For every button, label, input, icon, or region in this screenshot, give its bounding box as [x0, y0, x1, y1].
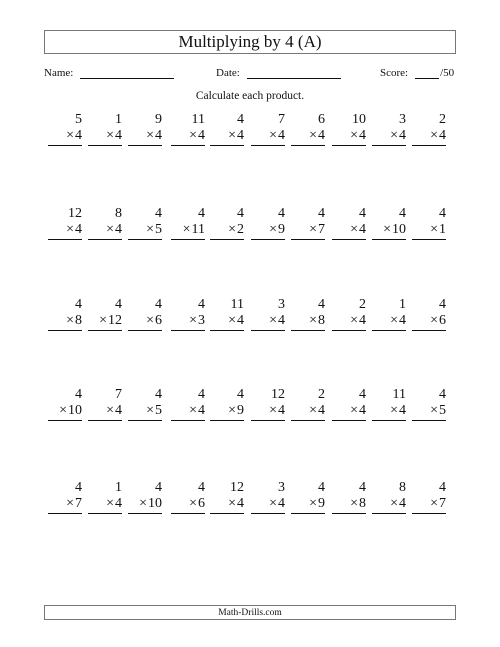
- times-sign: ×: [106, 128, 114, 143]
- multiplication-problem: [210, 112, 244, 146]
- multiplier: 4: [115, 496, 122, 511]
- multiplier-line: [332, 313, 366, 331]
- times-sign: ×: [66, 222, 74, 237]
- multiplication-problem: [128, 112, 162, 146]
- multiplicand: 1: [399, 297, 406, 312]
- multiplier: 4: [75, 128, 82, 143]
- multiplicand: 4: [198, 480, 205, 495]
- times-sign: ×: [350, 128, 358, 143]
- multiplication-problem: [412, 480, 446, 514]
- multiplier: 4: [237, 313, 244, 328]
- multiplicand: 4: [198, 206, 205, 221]
- multiplier: 7: [75, 496, 82, 511]
- multiplier-line: [251, 313, 285, 331]
- score-blank-line: [415, 65, 439, 79]
- multiplication-problem: [48, 387, 82, 421]
- multiplier-line: [251, 222, 285, 240]
- times-sign: ×: [59, 403, 67, 418]
- multiplier: 12: [108, 313, 122, 328]
- multiplier: 4: [278, 313, 285, 328]
- multiplier-line: [210, 128, 244, 146]
- multiplier-line: [128, 496, 162, 514]
- multiplicand: 2: [318, 387, 325, 402]
- multiplier: 9: [318, 496, 325, 511]
- multiplication-problem: [412, 206, 446, 240]
- multiplier-line: [372, 222, 406, 240]
- multiplication-problem: [171, 206, 205, 240]
- multiplicand: 11: [191, 112, 205, 127]
- instructions: Calculate each product.: [195, 90, 305, 102]
- worksheet-title: [44, 30, 456, 54]
- multiplication-problem: [128, 387, 162, 421]
- multiplier: 4: [237, 128, 244, 143]
- times-sign: ×: [146, 222, 154, 237]
- multiplication-problem: [332, 206, 366, 240]
- multiplicand: 1: [115, 480, 122, 495]
- times-sign: ×: [350, 222, 358, 237]
- multiplication-problem: [88, 480, 122, 514]
- multiplicand: 4: [237, 206, 244, 221]
- footer: [44, 605, 456, 620]
- multiplication-problem: [291, 387, 325, 421]
- multiplicand: 7: [278, 112, 285, 127]
- date-blank-line: [247, 65, 341, 79]
- multiplier-line: [128, 403, 162, 421]
- times-sign: ×: [350, 496, 358, 511]
- multiplication-problem: [291, 112, 325, 146]
- multiplier-line: [88, 128, 122, 146]
- multiplicand: 4: [318, 206, 325, 221]
- multiplicand: 4: [318, 297, 325, 312]
- multiplier-line: [412, 222, 446, 240]
- multiplicand: 7: [115, 387, 122, 402]
- multiplier: 9: [237, 403, 244, 418]
- multiplicand: 3: [278, 297, 285, 312]
- date-label: Date:: [216, 67, 240, 79]
- multiplicand: 11: [392, 387, 406, 402]
- multiplicand: 9: [155, 112, 162, 127]
- multiplier: 2: [237, 222, 244, 237]
- times-sign: ×: [309, 128, 317, 143]
- multiplier-line: [332, 128, 366, 146]
- times-sign: ×: [269, 313, 277, 328]
- multiplicand: 4: [399, 206, 406, 221]
- times-sign: ×: [228, 496, 236, 511]
- multiplier: 4: [359, 222, 366, 237]
- multiplication-problem: [251, 112, 285, 146]
- multiplication-problem: [128, 206, 162, 240]
- times-sign: ×: [390, 496, 398, 511]
- multiplier-line: [291, 313, 325, 331]
- multiplication-problem: [48, 297, 82, 331]
- multiplier: 8: [75, 313, 82, 328]
- multiplier-line: [88, 496, 122, 514]
- multiplication-problem: [88, 206, 122, 240]
- multiplicand: 8: [115, 206, 122, 221]
- multiplicand: 4: [359, 480, 366, 495]
- multiplier: 7: [318, 222, 325, 237]
- multiplier-line: [372, 403, 406, 421]
- name-field: [44, 65, 174, 79]
- multiplication-problem: [372, 387, 406, 421]
- multiplication-problem: [332, 112, 366, 146]
- multiplier: 4: [399, 313, 406, 328]
- multiplier: 4: [115, 128, 122, 143]
- multiplicand: 11: [230, 297, 244, 312]
- times-sign: ×: [189, 128, 197, 143]
- multiplier-line: [48, 313, 82, 331]
- score-total: /50: [440, 67, 455, 79]
- times-sign: ×: [350, 313, 358, 328]
- times-sign: ×: [269, 128, 277, 143]
- multiplicand: 12: [271, 387, 285, 402]
- times-sign: ×: [430, 403, 438, 418]
- multiplication-problem: [332, 387, 366, 421]
- multiplier: 4: [237, 496, 244, 511]
- times-sign: ×: [189, 403, 197, 418]
- multiplication-problem: [412, 387, 446, 421]
- multiplier: 9: [278, 222, 285, 237]
- multiplier-line: [48, 496, 82, 514]
- multiplicand: 4: [359, 206, 366, 221]
- multiplier: 10: [68, 403, 82, 418]
- multiplier-line: [128, 128, 162, 146]
- times-sign: ×: [228, 403, 236, 418]
- multiplier-line: [412, 313, 446, 331]
- multiplier: 4: [318, 403, 325, 418]
- multiplicand: 4: [198, 387, 205, 402]
- multiplier-line: [48, 403, 82, 421]
- times-sign: ×: [189, 313, 197, 328]
- multiplier-line: [88, 222, 122, 240]
- times-sign: ×: [430, 128, 438, 143]
- multiplier: 5: [155, 222, 162, 237]
- times-sign: ×: [228, 222, 236, 237]
- multiplier-line: [88, 403, 122, 421]
- multiplier: 4: [278, 403, 285, 418]
- times-sign: ×: [269, 222, 277, 237]
- times-sign: ×: [269, 403, 277, 418]
- multiplicand: 1: [115, 112, 122, 127]
- multiplier: 4: [198, 403, 205, 418]
- times-sign: ×: [182, 222, 191, 237]
- multiplication-problem: [251, 206, 285, 240]
- times-sign: ×: [66, 313, 74, 328]
- multiplication-problem: [251, 387, 285, 421]
- multiplicand: 4: [155, 480, 162, 495]
- multiplication-problem: [171, 387, 205, 421]
- multiplicand: 12: [230, 480, 244, 495]
- multiplicand: 4: [115, 297, 122, 312]
- multiplication-problem: [372, 112, 406, 146]
- multiplicand: 4: [237, 112, 244, 127]
- multiplier-line: [332, 403, 366, 421]
- multiplier-line: [210, 313, 244, 331]
- multiplication-problem: [210, 387, 244, 421]
- multiplier-line: [291, 128, 325, 146]
- times-sign: ×: [383, 222, 391, 237]
- multiplication-problem: [210, 297, 244, 331]
- footer-text: Math-Drills.com: [218, 607, 282, 618]
- times-sign: ×: [269, 496, 277, 511]
- multiplicand: 4: [75, 480, 82, 495]
- multiplication-problem: [210, 480, 244, 514]
- multiplier-line: [332, 222, 366, 240]
- multiplication-problem: [88, 387, 122, 421]
- multiplicand: 4: [198, 297, 205, 312]
- times-sign: ×: [228, 128, 236, 143]
- times-sign: ×: [139, 496, 147, 511]
- times-sign: ×: [66, 496, 74, 511]
- times-sign: ×: [309, 313, 317, 328]
- multiplier-line: [332, 496, 366, 514]
- multiplication-problem: [372, 480, 406, 514]
- multiplicand: 2: [439, 112, 446, 127]
- multiplication-problem: [372, 206, 406, 240]
- score-label: Score:: [380, 67, 409, 79]
- multiplication-problem: [88, 112, 122, 146]
- multiplication-problem: [88, 297, 122, 331]
- times-sign: ×: [309, 222, 317, 237]
- multiplier: 8: [359, 496, 366, 511]
- times-sign: ×: [430, 222, 438, 237]
- multiplier: 4: [278, 128, 285, 143]
- worksheet-title-text: Multiplying by 4 (A): [178, 32, 322, 51]
- times-sign: ×: [430, 496, 438, 511]
- multiplication-problem: [48, 206, 82, 240]
- multiplier-line: [48, 222, 82, 240]
- times-sign: ×: [350, 403, 358, 418]
- multiplicand: 6: [318, 112, 325, 127]
- multiplier: 4: [399, 496, 406, 511]
- multiplier-line: [88, 313, 122, 331]
- multiplicand: 4: [439, 480, 446, 495]
- multiplier-line: [372, 496, 406, 514]
- multiplicand: 8: [399, 480, 406, 495]
- multiplication-problem: [171, 297, 205, 331]
- multiplicand: 4: [155, 387, 162, 402]
- multiplier: 4: [155, 128, 162, 143]
- multiplier: 4: [399, 128, 406, 143]
- times-sign: ×: [309, 403, 317, 418]
- multiplier: 5: [155, 403, 162, 418]
- name-label: Name:: [44, 67, 74, 79]
- times-sign: ×: [228, 313, 236, 328]
- multiplier: 10: [392, 222, 406, 237]
- name-blank-line: [80, 65, 174, 79]
- multiplicand: 3: [399, 112, 406, 127]
- multiplicand: 4: [278, 206, 285, 221]
- multiplier-line: [412, 403, 446, 421]
- multiplier: 4: [399, 403, 406, 418]
- multiplicand: 4: [439, 206, 446, 221]
- multiplier: 10: [148, 496, 162, 511]
- multiplier: 3: [198, 313, 205, 328]
- multiplication-problem: [372, 297, 406, 331]
- multiplier-line: [171, 403, 205, 421]
- times-sign: ×: [146, 313, 154, 328]
- multiplication-problem: [412, 297, 446, 331]
- multiplicand: 4: [439, 387, 446, 402]
- date-field: [216, 65, 341, 79]
- multiplicand: 4: [75, 297, 82, 312]
- multiplicand: 4: [75, 387, 82, 402]
- multiplier-line: [251, 128, 285, 146]
- multiplier: 1: [439, 222, 446, 237]
- times-sign: ×: [309, 496, 317, 511]
- multiplier-line: [412, 496, 446, 514]
- multiplier-line: [412, 128, 446, 146]
- multiplicand: 4: [155, 206, 162, 221]
- multiplication-problem: [291, 206, 325, 240]
- multiplier-line: [171, 496, 205, 514]
- multiplication-problem: [48, 480, 82, 514]
- multiplier-line: [210, 403, 244, 421]
- score-field: [380, 65, 454, 79]
- times-sign: ×: [66, 128, 74, 143]
- multiplier-line: [291, 222, 325, 240]
- multiplication-problem: [128, 297, 162, 331]
- multiplier: 4: [278, 496, 285, 511]
- multiplication-problem: [291, 480, 325, 514]
- multiplier-line: [210, 222, 244, 240]
- multiplication-problem: [48, 112, 82, 146]
- multiplier-line: [171, 222, 205, 240]
- multiplier-line: [372, 313, 406, 331]
- multiplication-problem: [332, 297, 366, 331]
- multiplicand: 3: [278, 480, 285, 495]
- multiplier-line: [251, 496, 285, 514]
- multiplication-problem: [412, 112, 446, 146]
- times-sign: ×: [106, 222, 114, 237]
- multiplier: 4: [359, 313, 366, 328]
- times-sign: ×: [390, 313, 398, 328]
- multiplier: 8: [318, 313, 325, 328]
- times-sign: ×: [106, 496, 114, 511]
- multiplication-problem: [332, 480, 366, 514]
- multiplier-line: [372, 128, 406, 146]
- multiplication-problem: [251, 480, 285, 514]
- multiplier-line: [251, 403, 285, 421]
- multiplier: 4: [75, 222, 82, 237]
- multiplier: 4: [198, 128, 205, 143]
- multiplier: 11: [191, 222, 205, 237]
- multiplier: 6: [155, 313, 162, 328]
- multiplier-line: [171, 128, 205, 146]
- multiplier-line: [210, 496, 244, 514]
- multiplier-line: [128, 313, 162, 331]
- multiplication-problem: [291, 297, 325, 331]
- multiplication-problem: [251, 297, 285, 331]
- times-sign: ×: [146, 128, 154, 143]
- multiplier: 4: [359, 403, 366, 418]
- multiplication-problem: [128, 480, 162, 514]
- multiplicand: 2: [359, 297, 366, 312]
- multiplicand: 4: [359, 387, 366, 402]
- multiplicand: 4: [237, 387, 244, 402]
- multiplier: 4: [115, 403, 122, 418]
- multiplier-line: [171, 313, 205, 331]
- multiplicand: 4: [155, 297, 162, 312]
- multiplier: 6: [439, 313, 446, 328]
- times-sign: ×: [390, 128, 398, 143]
- multiplier: 6: [198, 496, 205, 511]
- times-sign: ×: [390, 403, 398, 418]
- multiplier-line: [128, 222, 162, 240]
- times-sign: ×: [106, 403, 114, 418]
- times-sign: ×: [99, 313, 107, 328]
- multiplicand: 4: [318, 480, 325, 495]
- multiplicand: 10: [352, 112, 366, 127]
- multiplier: 5: [439, 403, 446, 418]
- multiplier: 4: [439, 128, 446, 143]
- multiplier: 4: [359, 128, 366, 143]
- multiplier: 4: [318, 128, 325, 143]
- times-sign: ×: [189, 496, 197, 511]
- multiplier-line: [291, 403, 325, 421]
- multiplication-problem: [171, 480, 205, 514]
- multiplier: 7: [439, 496, 446, 511]
- multiplier-line: [291, 496, 325, 514]
- multiplier: 4: [115, 222, 122, 237]
- times-sign: ×: [146, 403, 154, 418]
- multiplication-problem: [210, 206, 244, 240]
- multiplication-problem: [171, 112, 205, 146]
- multiplicand: 5: [75, 112, 82, 127]
- multiplicand: 4: [439, 297, 446, 312]
- times-sign: ×: [430, 313, 438, 328]
- multiplicand: 12: [68, 206, 82, 221]
- multiplier-line: [48, 128, 82, 146]
